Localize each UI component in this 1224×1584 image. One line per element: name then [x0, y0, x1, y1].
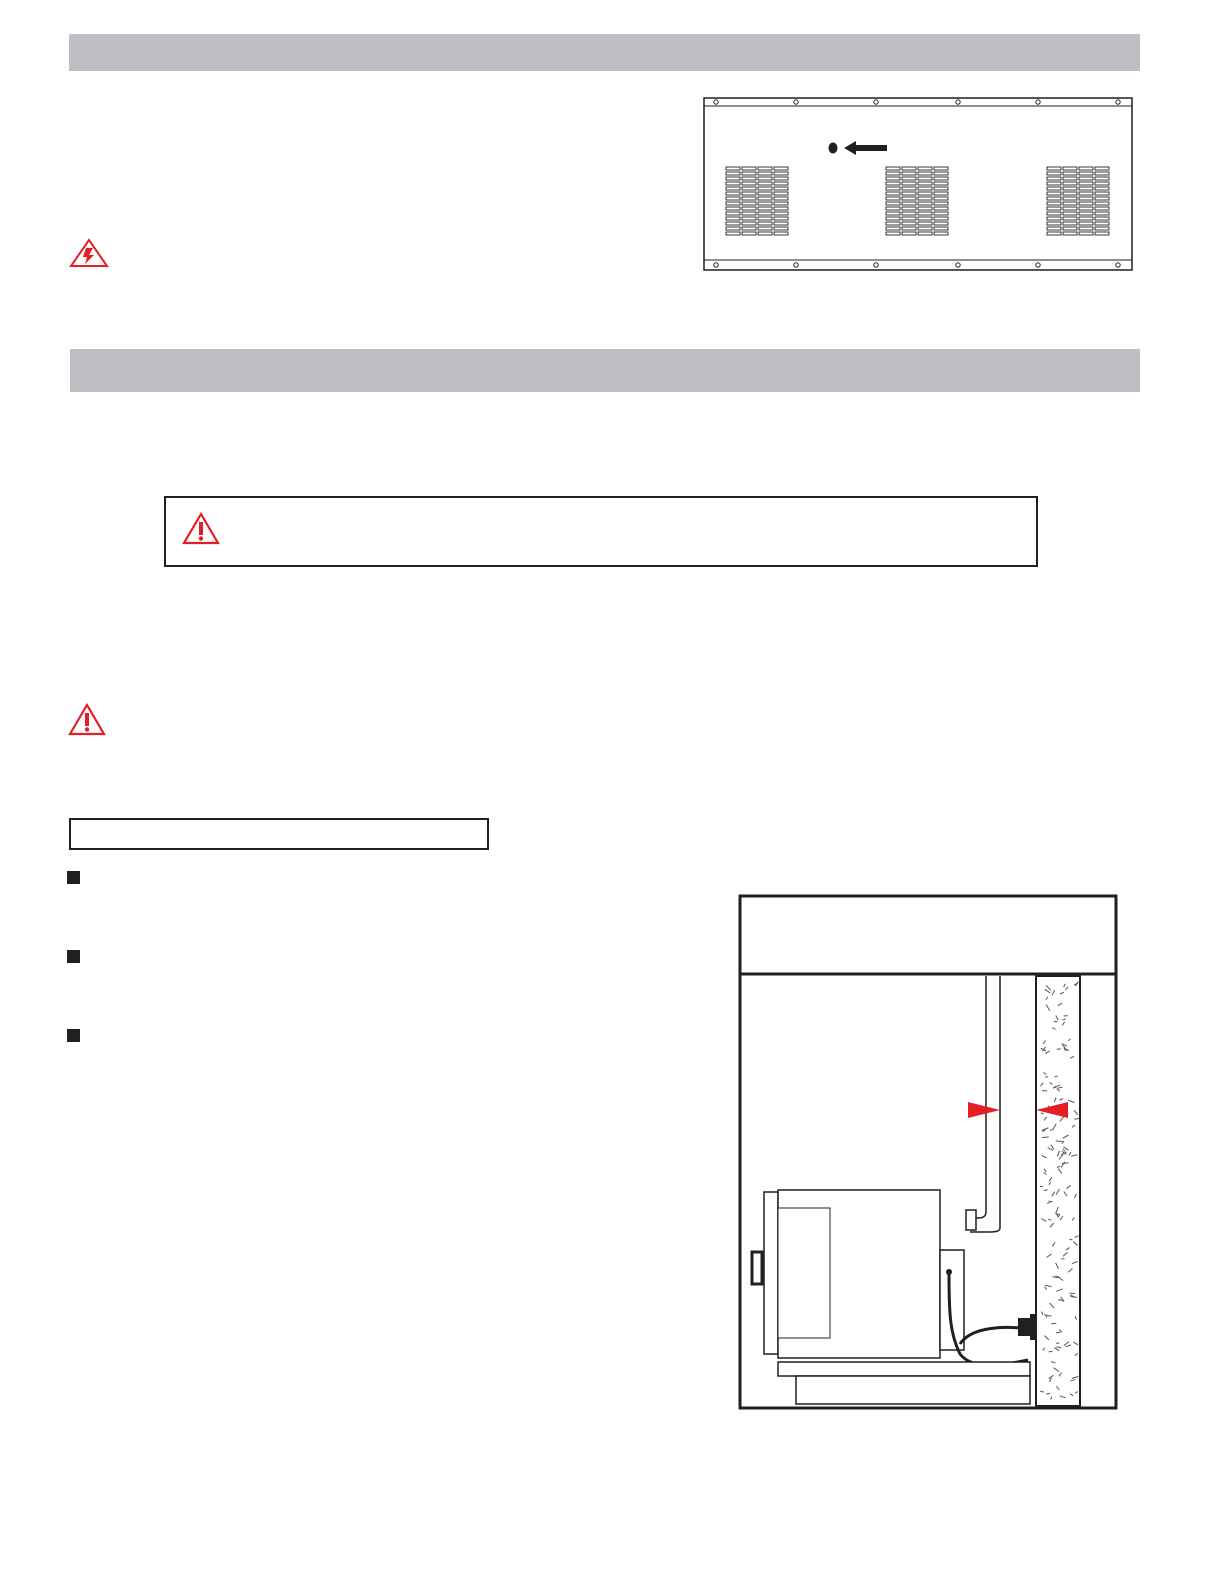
warning-box	[164, 496, 1038, 567]
square-bullet-icon	[67, 871, 80, 884]
panel-screw-hole	[794, 100, 798, 104]
rear-panel-figure	[702, 96, 1134, 272]
section-header-bar-1	[69, 34, 1140, 71]
subheading-box	[69, 818, 489, 850]
panel-screw-hole	[956, 263, 960, 267]
panel-screw-hole	[1036, 263, 1040, 267]
panel-port-icon	[829, 143, 838, 154]
section-header-bar-2	[70, 349, 1140, 392]
panel-screw-hole	[1116, 100, 1120, 104]
panel-screw-hole	[714, 100, 718, 104]
panel-screw-hole	[956, 100, 960, 104]
electrical-hazard-icon	[69, 238, 109, 268]
panel-screw-hole	[714, 263, 718, 267]
installation-figure	[738, 894, 1120, 1412]
square-bullet-icon	[67, 950, 80, 963]
panel-screw-hole	[794, 263, 798, 267]
caution-icon	[182, 512, 220, 546]
panel-screw-hole	[874, 263, 878, 267]
caution-icon	[68, 703, 106, 737]
square-bullet-icon	[67, 1029, 80, 1042]
panel-screw-hole	[1036, 100, 1040, 104]
panel-screw-hole	[874, 100, 878, 104]
panel-screw-hole	[1116, 263, 1120, 267]
